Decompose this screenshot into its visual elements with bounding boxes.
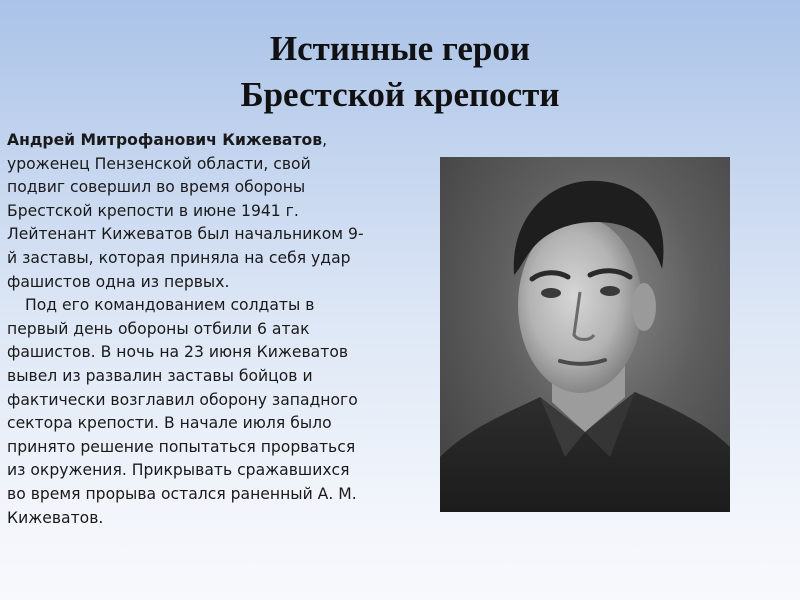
biography-paragraph-2	[7, 294, 367, 530]
hero-name: Андрей Митрофанович Кижеватов	[7, 131, 323, 149]
paragraph-1-text: , уроженец Пензенской области, свой подвиг совершил во время обороны Брестской крепости в июне 1941 г. Лейтенант Кижеватов был начальником 9-й заставы, которая приняла на себя удар фашистов одна из первых.	[7, 131, 364, 291]
portrait-photo	[440, 157, 730, 512]
slide-title	[0, 26, 800, 118]
paragraph-2-text: Под его командованием солдаты в первый день обороны отбили 6 атак фашистов. В ночь на 23 июня Кижеватов вывел из развалин заставы бойцов и фактически возглавил оборону западного сектора крепости. В начале июля было принято решение попытаться прорваться из окружения. Прикрывать сражавшихся во время прорыва остался раненный А. М. Кижеватов.	[7, 296, 358, 527]
biography-text	[7, 129, 367, 530]
title-line-2: Брестской крепости	[240, 75, 560, 114]
title-line-1: Истинные герои	[269, 29, 531, 68]
biography-paragraph-1	[7, 129, 367, 294]
